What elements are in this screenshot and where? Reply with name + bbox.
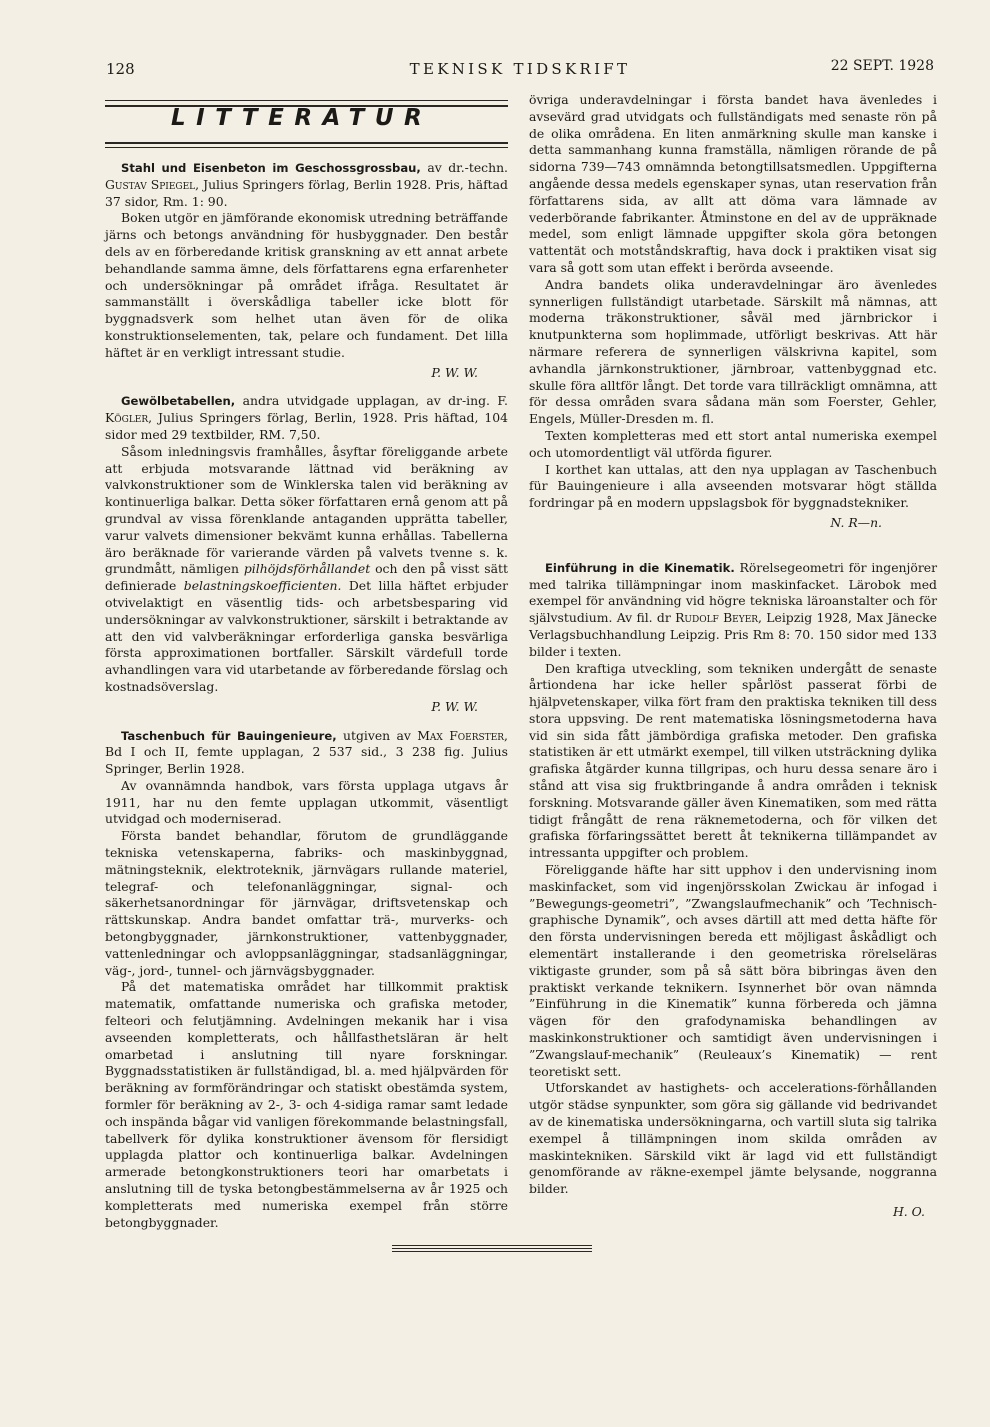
review-author: Max Foerster [417,727,505,743]
spacer [529,544,937,560]
review-paragraph: Andra bandets olika underavdelningar äro ävenledes synnerligen fullständigt utarbetade. Särskilt må nämnas, att moderna träkonstruktioner, såväl med järnbrickor i knutpunkterna som hoplimmade, utförligt beskrivas. Att här närmare referera de synnerligen välskrivna kapitel, som avhandla järnkonstruktioner, järnbroar, vattenbyggnad etc. skulle föra alltför långt. Det torde vara tillräckligt omnämna, att för dessa områden svara sådana män som Foerster, Gehler, Engels, Müller-Dresden m. fl. [529,276,937,427]
text-run: och den på visst sätt definierade [105,561,508,594]
term-emphasis: belastningskoefficienten. [183,578,342,594]
issue-date: 22 SEPT. 1928 [830,58,934,74]
review-citation [529,560,937,661]
page-header [0,58,990,82]
review-signature: H. O. [892,1204,925,1219]
review-stahl [105,160,508,381]
review-citation [105,393,508,443]
review-author: Rudolf Beyer [675,610,759,626]
text-run: Det lilla häftet erbjuder otvivelaktigt en väsentlig tids- och arbetsbesparing vid undersökningar av valvkonstruktioner, särskilt i betraktande av att den vid valvberäkningar erforderliga ganska besvärliga första approximationen bortfaller. Särskilt värdefull torde avhandlingen vara vid utarbetande av förberedande förslag och kostnadsöverslag. [105,578,508,694]
review-paragraph: övriga underavdelningar i första bandet hava ävenledes i avsevärd grad utvidgats och fullständigats med senaste rön på de olika områdena. En liten anmärkning skulle man kanske i detta sammanhang kunna framställa, nämligen rörande de på sidorna 739—743 omnämnda betongtillsatsmedlen. Uppgifterna angående dessa medels egenskaper synas, utan reservation från författarens sida, av allt att döma vara lämnade av vederbörande fabrikanter. Åtminstone en del av de uppräknade medel, som enligt lämnade uppgifter skola göra betongen vattentät och motståndskraftig, hava dock i praktiken visat sig vara så gott som utan effekt i berörda avseende. [529,92,937,275]
citation-text: Rörelsegeometri för ingenjörer med talrika tillämpningar inom maskinfacket. Lärobok med exempel för användning vid högre tekniska läroanstalter och för självstudium. Av fil. dr [529,559,938,626]
left-column [105,98,508,1231]
citation-text: utgiven av [336,727,418,743]
review-citation [105,728,508,778]
review-paragraph: På det matematiska området har tillkommit praktisk matematik, omfattande numeriska och grafiska metoder, felteori och felutjämning. Avdelningen mekanik har i visa avseenden kompletterats, och hållfasthetsläran är helt omarbetad i anslutning till nyare forskningar. Byggnadsstatistiken är fullständigad, bl. a. med hjälpvärden för beräkning av formförändringar och statiskt obestämda system, formler för beräkning av 2-, 3- och 4-sidiga ramar samt ledade och inspända bågar vid vanligen förekommande belastningsfall, tabellverk för dylika konstruktioner ävensom för flersidigt upplagda plattor och kontinuerliga balkar. Avdelningen armerade betongkonstruktioners teori har omarbetats i anslutning till de tyska betongbestämmelserna av år 1925 och kompletterats med numeriska exempel från större betongbyggnader. [105,979,508,1230]
review-kinematik [529,560,937,1221]
section-heading: LITTERATUR [171,105,433,131]
review-signature: N. R—n. [830,514,882,530]
review-signature: P. W. W. [431,698,478,714]
review-paragraph [105,444,508,696]
review-title: Einführung in die Kinematik. [545,560,735,575]
review-paragraph: Utforskandet av hastighets- och accelerations-förhållanden utgör städse synpunkter, som göra sig gällande vid bedrivandet av de kinematiska undersökningarna, och vartill sluta sig talrika exempel å tillämpningen inom skilda områden av maskintekniken. Särskild vikt är lagd vid ett fullständigt genomförande av räkne-exempel jämte belysande, noggranna bilder. [529,1080,937,1197]
review-paragraph: Av ovannämnda handbok, vars första upplaga utgavs år 1911, har nu den femte upplagan utkommit, väsentligt utvidgad och moderniserad. [105,777,508,827]
section-heading-block [105,98,508,156]
review-taschenbuch [105,728,508,1232]
footer-rule [392,1245,592,1254]
citation-text: , Bd I och II, femte upplagan, 2 537 sid., 3 238 fig. Julius Springer, Berlin 1928. [105,727,508,777]
review-title: Gewölbetabellen, [121,394,236,409]
review-paragraph: Boken utgör en jämförande ekonomisk utredning beträffande järns och betongs användning för husbyggnader. Den består dels av en förberedande kritisk granskning av ett annat arbete behandlande samma ämne, dels författarens egna erfarenheter och undersökningar på området ifråga. Resultatet är sammanställt i överskådliga tabeller icke blott för byggnadsverk som helhet utan även för de olika konstruktionselementen, tak, pelare och fundament. Det lilla häftet är en verkligt intressant studie. [105,210,508,360]
citation-text: , Julius Springers förlag, Berlin 1928. Pris, häftad 37 sidor, Rm. 1: 90. [105,176,508,209]
review-paragraph: Föreliggande häfte har sitt upphov i den undervisning inom maskinfacket, som vid ingenjörsskolan Zwickau är infogad i ”Bewegungs-geometri”, ”Zwangslaufmechanik” och ’Technisch-graphische Dynamik”, och avses därtill att med detta häfte för den första undervisningen bereda ett möjligast åskådligt och elementärt installerande i den geometriska rörelseläras viktigaste grunder, som på så sätt böra bibringas även den praktiskt verkande teknikern. Isynnerhet bör ovan nämnda ”Einführung in die Kinematik” kunna förbereda och jämna vägen för den grafodynamiska behandlingen av maskinkonstruktioner och samtidigt även undervisningen i ”Zwangslauf-mechanik” (Reuleaux’s Kinematik) — rent teoretiskt sett. [529,862,937,1079]
right-column [529,92,937,1233]
review-paragraph: Den kraftiga utveckling, som tekniken undergått de senaste årtiondena har icke heller spårlöst passerat förbi de hjälpvetenskaper, vilka fört fram den praktiska tekniken till dess stora uppsving. De rent matematiska lösningsmetoderna hava vid sin sida fått jämbördiga grafiska metoder. Den grafiska statistiken är ett utmärkt exempel, till vilken utsträckning dylika grafiska åtgärder kunna tillgripas, och huru dessa senare äro i stånd att visa sig fruktbringande å andra områden i teknisk forskning. Motsvarande gäller även Kinematiken, som med rätta tidigt frångått de rena räknemetoderna, och för vilken det grafiska förfaringssättet berett åt teknikerna tillämpandet av intressanta uppgifter och problem. [529,660,937,861]
review-paragraph: I korthet kan uttalas, att den nya upplagan av Taschenbuch für Bauingenieure i alla avseenden motsvarar högt ställda fordringar på en modern uppslagsbok för byggnadstekniker. [529,461,937,511]
review-title: Stahl und Eisenbeton im Geschossgrossbau, [121,161,421,175]
review-paragraph: Texten kompletteras med ett stort antal numeriska exempel och utomordentligt väl utförda figurer. [529,427,937,460]
heading-rule [105,100,508,101]
review-citation [105,160,508,210]
heading-rule [105,142,508,144]
review-author: Gustav Spiegel [105,176,196,192]
page-number: 128 [106,60,135,78]
citation-text: , Leipzig 1928, Max Jänecke Verlagsbuchhandlung Leipzig. Pris Rm 8: 70. 150 sidor med 133 bilder i texten. [529,610,937,659]
citation-text: andra utvidgade upplagan, av dr-ing. F. [235,393,508,409]
citation-text: av dr.-techn. [420,160,508,175]
review-title: Taschenbuch für Bauingenieure, [121,728,337,743]
citation-text: , Julius Springers förlag, Berlin, 1928. Pris häftad, 104 sidor med 29 textbilder, RM. 7,50. [105,410,508,442]
review-signature: P. W. W. [431,364,478,380]
review-author: Kögler [105,410,149,426]
term-emphasis: pilhöjdsförhållandet [243,561,371,577]
text-run: Såsom inledningsvis framhålles, åsyftar föreliggande arbete att erbjuda motsvarande lättnad vid beräkning av valvkonstruktioner som de Winklerska talen vid beräkning av kontinuerliga balkar. Detta söker författaren ernå genom att på grundval av vissa förenklande antaganden upprätta tabeller, varur valvets dimensioner bekvämt kunna erhållas. Tabellerna äro beräknade för varierande värden på valvets tvenne s. k. grundmått, nämligen [105,443,508,577]
review-paragraph: Första bandet behandlar, förutom de grundläggande tekniska vetenskaperna, fabriks- och maskinbyggnad, mätningsteknik, elektroteknik, järnvägars rullande materiel, telegraf- och telefonanläggningar, signal- och säkerhetsanordningar för järnvägar, driftsvetenskap och rättskunskap. Andra bandet omfattar trä-, murverks- och betongbyggnader, järnkonstruktioner, vattenbyggnader, vattenledningar och avloppsanläggningar, stadsanläggningar, väg-, jord-, tunnel- och järnvägsbyggnader. [105,828,508,978]
review-gewolbe [105,393,508,715]
heading-rule [105,147,508,148]
journal-title: TEKNISK TIDSKRIFT [409,60,631,78]
